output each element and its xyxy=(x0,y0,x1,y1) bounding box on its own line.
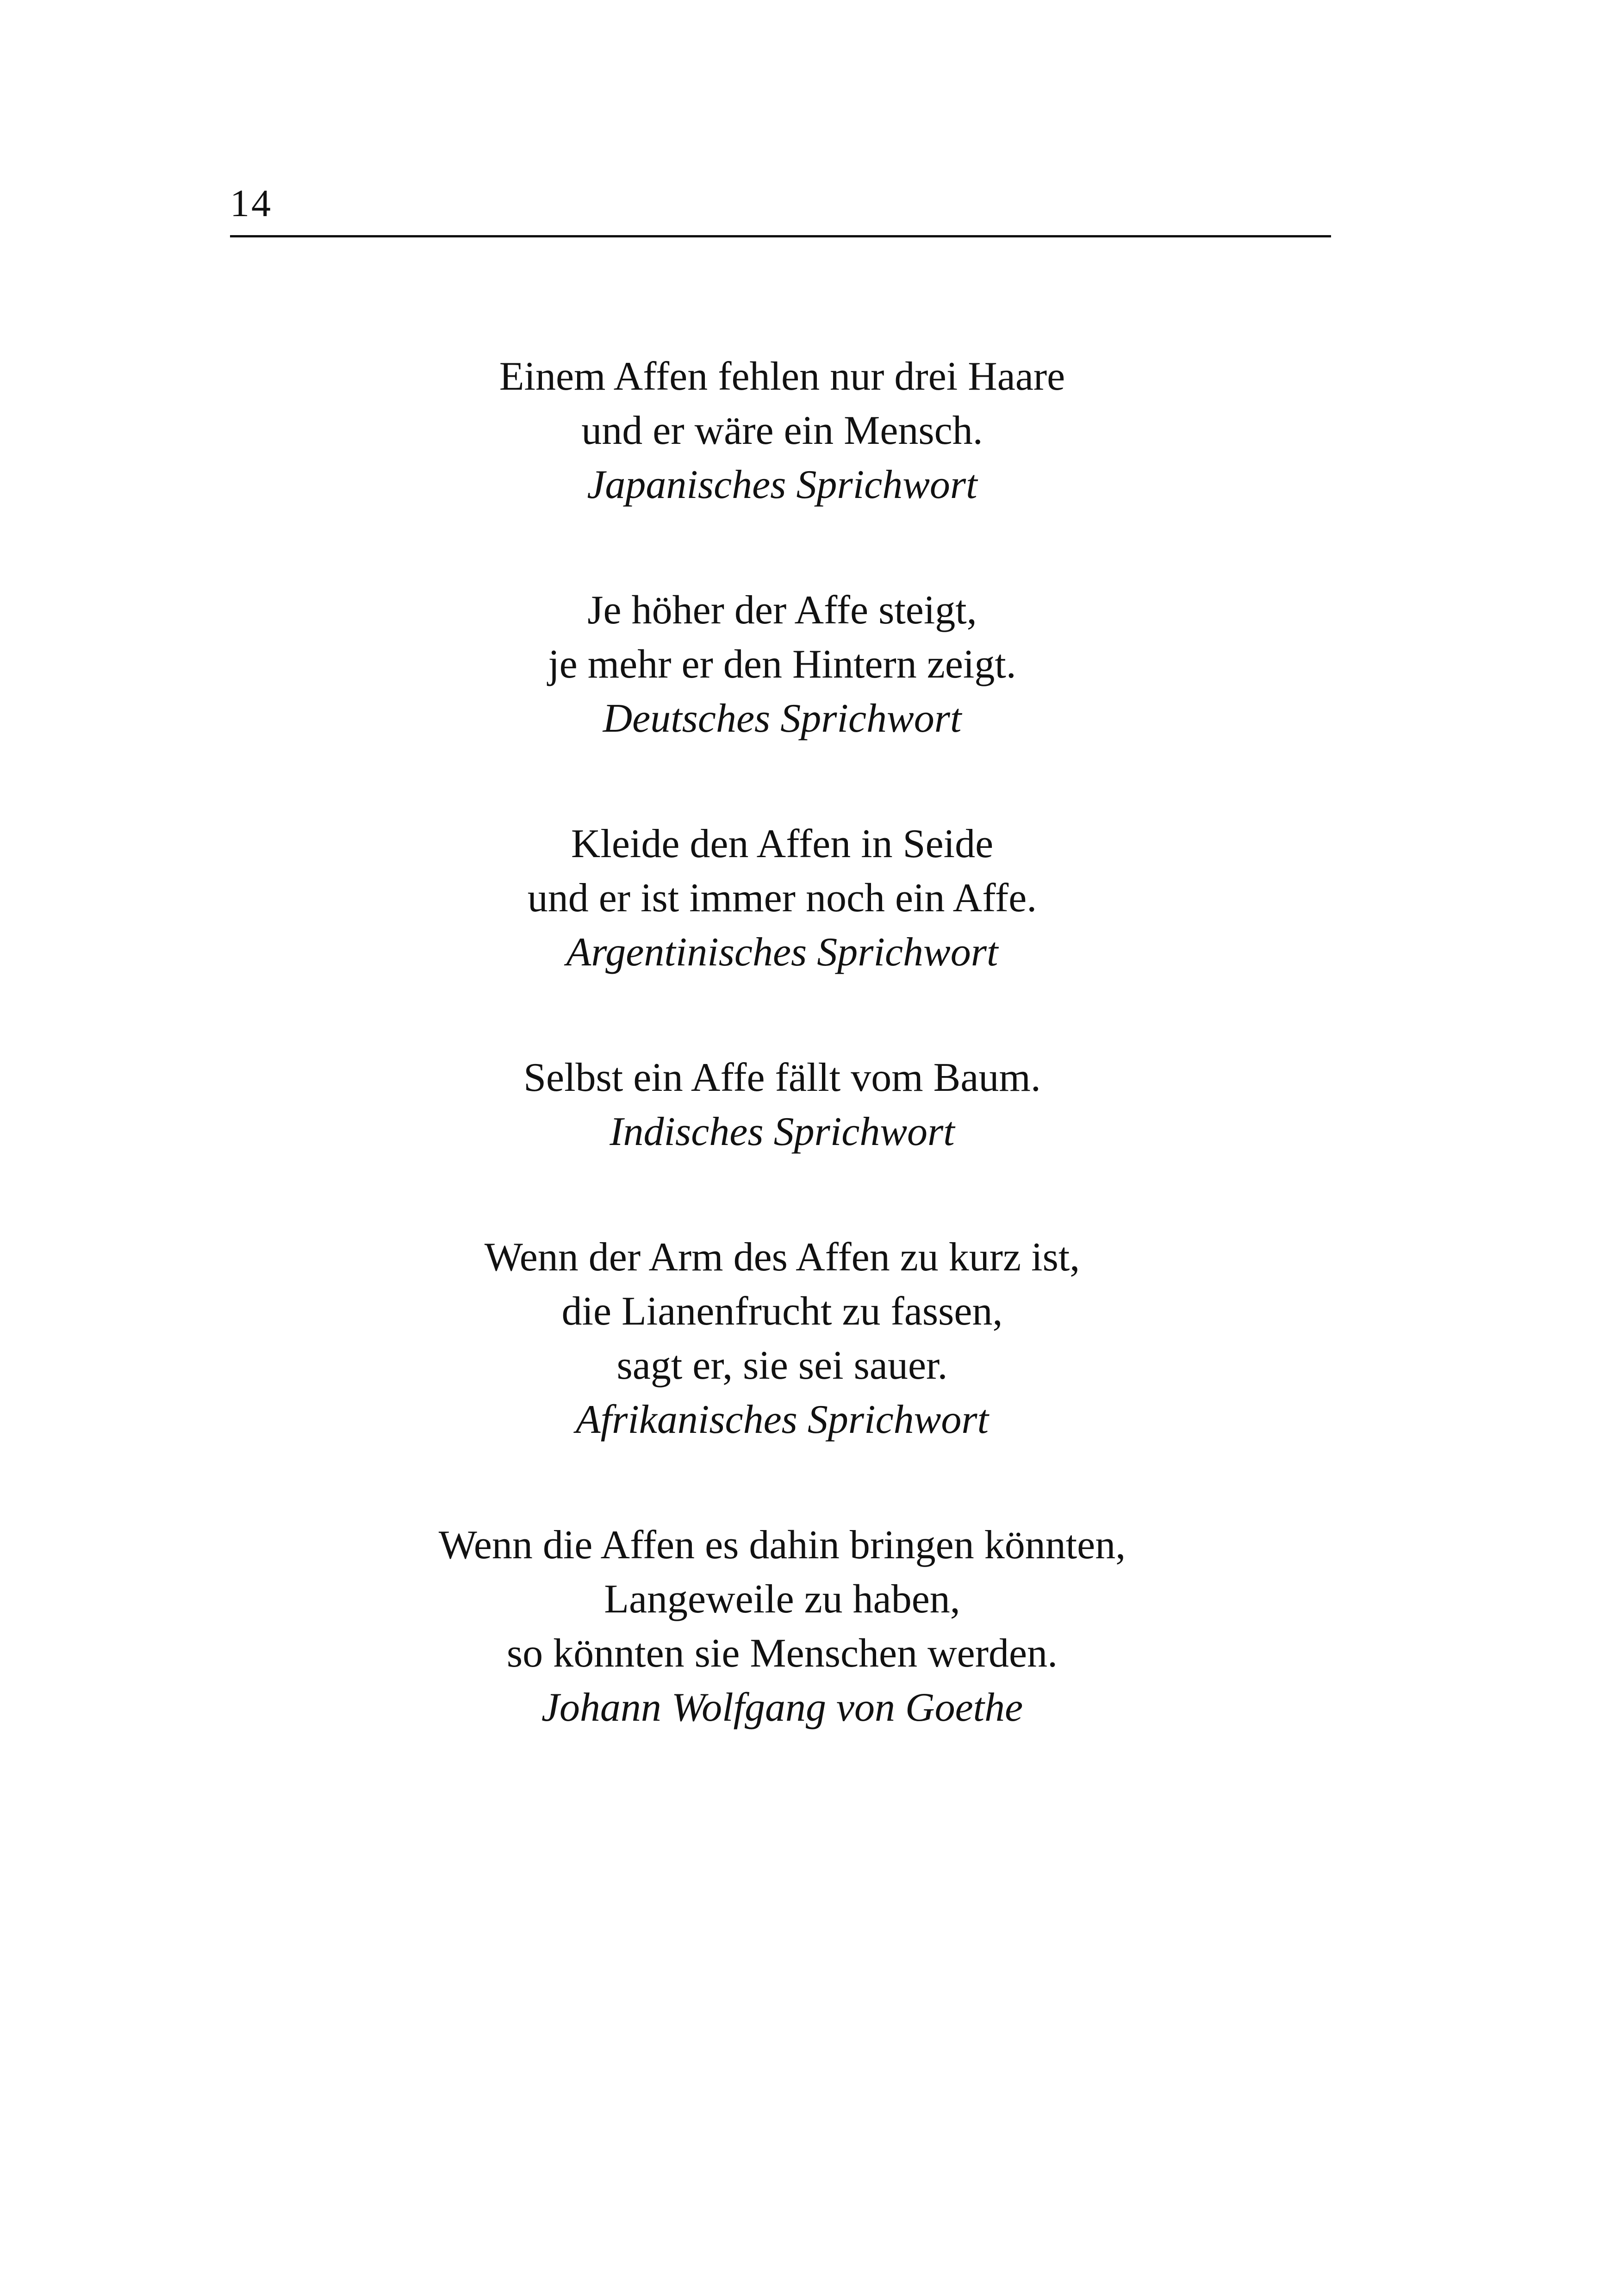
quote-line: Kleide den Affen in Seide xyxy=(571,821,994,866)
quote-argentinian xyxy=(0,817,1564,979)
quote-line: Selbst ein Affe fällt vom Baum. xyxy=(523,1055,1041,1100)
quote-japanese xyxy=(0,349,1564,512)
quote-source: Argentinisches Sprichwort xyxy=(566,930,998,975)
quote-line: die Lianenfrucht zu fassen, xyxy=(561,1289,1003,1334)
quote-line: so könnten sie Menschen werden. xyxy=(506,1631,1058,1676)
quote-source: Johann Wolfgang von Goethe xyxy=(541,1685,1023,1730)
quote-line: Wenn der Arm des Affen zu kurz ist, xyxy=(484,1235,1080,1280)
quote-source: Japanisches Sprichwort xyxy=(587,462,977,507)
quote-line: Je höher der Affe steigt, xyxy=(587,588,977,633)
quote-goethe xyxy=(0,1518,1564,1735)
quote-line: sagt er, sie sei sauer. xyxy=(616,1343,948,1388)
quote-source: Deutsches Sprichwort xyxy=(603,696,962,741)
quote-line: Einem Affen fehlen nur drei Haare xyxy=(499,354,1065,399)
quote-line: je mehr er den Hintern zeigt. xyxy=(548,642,1016,687)
quote-indian xyxy=(0,1051,1564,1159)
quote-african xyxy=(0,1230,1564,1447)
quote-source: Indisches Sprichwort xyxy=(610,1109,955,1154)
quote-line: und er wäre ein Mensch. xyxy=(581,408,983,453)
quote-german xyxy=(0,583,1564,746)
header-rule xyxy=(230,235,1331,237)
quote-source: Afrikanisches Sprichwort xyxy=(575,1397,989,1442)
quote-line: Wenn die Affen es dahin bringen könnten, xyxy=(438,1523,1126,1568)
quote-list xyxy=(0,349,1564,1806)
quote-line: und er ist immer noch ein Affe. xyxy=(527,876,1037,921)
page-number: 14 xyxy=(230,182,273,225)
quote-line: Langeweile zu haben, xyxy=(604,1577,960,1622)
